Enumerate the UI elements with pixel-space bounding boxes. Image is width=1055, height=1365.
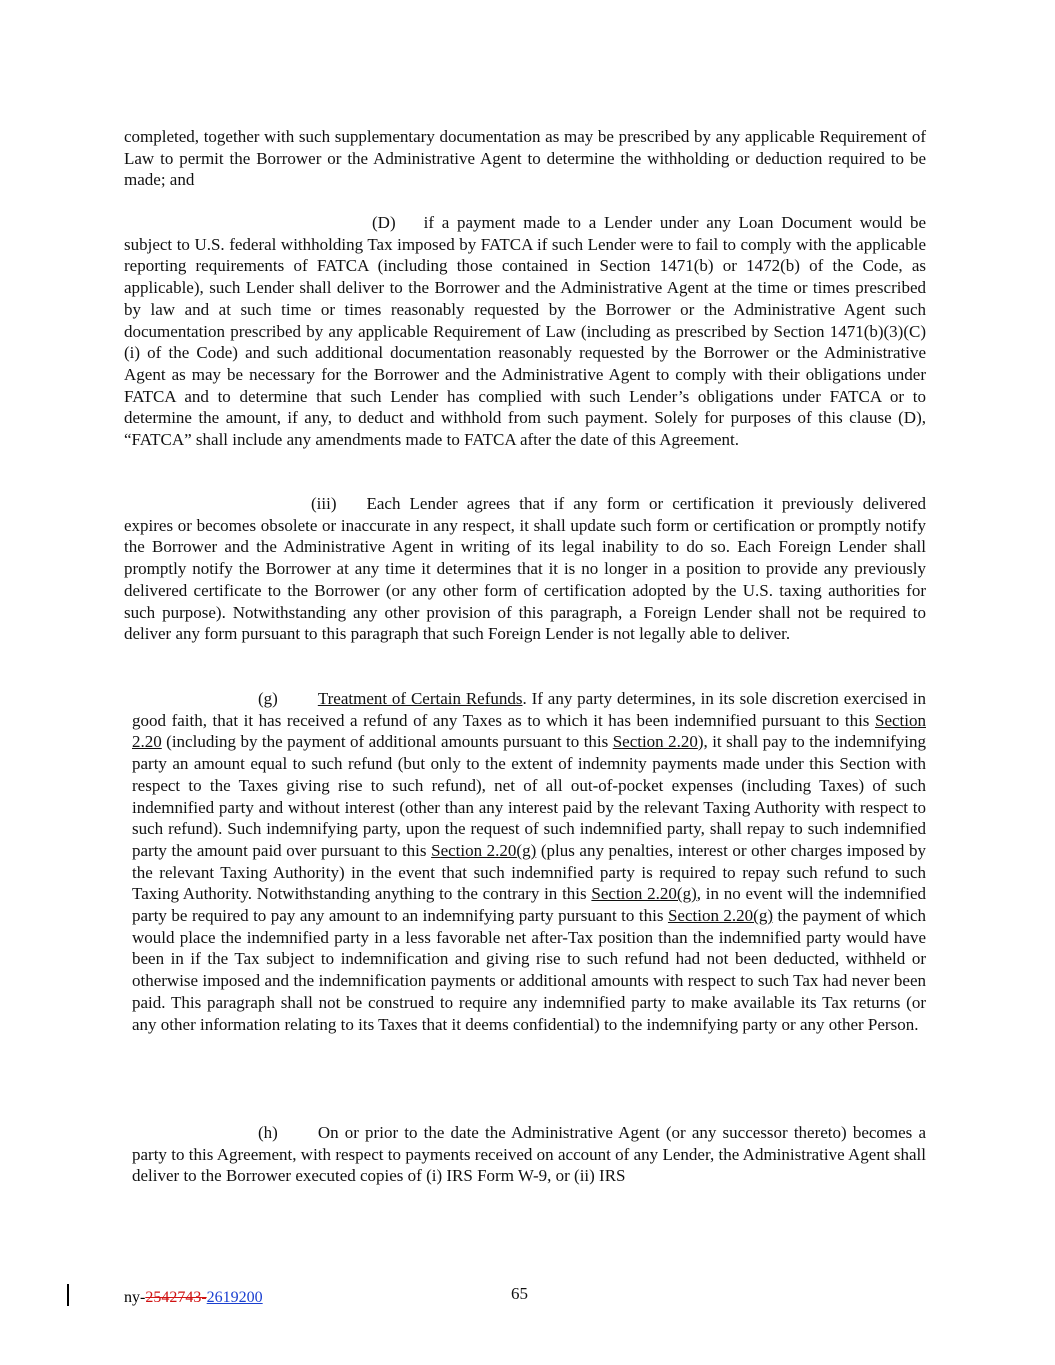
page-number: 65 xyxy=(511,1284,528,1303)
doc-id-prefix: ny- xyxy=(124,1289,146,1306)
paragraph-text: (plus any penalties, interest or other charges imposed by the relevant Taxing Authority) in the event that such indemnified party is required to repay such refund to such Taxing Authority. Notwithstanding anything to the contrary in this xyxy=(132,840,926,904)
paragraph-clause-iii xyxy=(124,493,926,645)
document-id xyxy=(124,1287,263,1309)
paragraph-clause-h xyxy=(132,1122,926,1187)
section-reference-link[interactable]: Section 2.20 xyxy=(612,732,698,752)
revision-change-bar xyxy=(67,1284,69,1306)
paragraph-text: the payment of which would place the indemnified party in a less favorable net after-Tax position than the indemnified party would have been in if the Tax subject to indemnification and giving rise to such refund had not been deducted, withheld or otherwise imposed and the indemnification payments or additional amounts with respect to such Tax had never been paid. This paragraph shall not be construed to require any indemnified party to make available its Tax returns (or any other information relating to its Taxes that it deems confidential) to the indemnifying party or any other Person. xyxy=(132,906,926,1034)
clause-marker-d: (D) xyxy=(372,213,396,232)
clause-marker-g: (g) xyxy=(258,689,278,708)
paragraph-clause-g xyxy=(132,688,926,1035)
section-reference-link[interactable]: Section 2.20(g) xyxy=(431,840,537,860)
section-heading: Treatment of Certain Refunds xyxy=(317,689,523,708)
inserted-doc-id: 2619200 xyxy=(206,1289,263,1306)
section-reference-link[interactable]: Section 2.20 xyxy=(132,710,926,752)
paragraph-continuation xyxy=(124,126,926,191)
section-reference-link[interactable]: Section 2.20(g) xyxy=(591,884,697,904)
clause-marker-iii: (iii) xyxy=(311,494,337,513)
paragraph-text: ), it shall pay to the indemnifying party an amount equal to such refund (but only to the extent of indemnity payments made under this Section with respect to the Taxes giving rise to such refund), net of all out-of-pocket expenses (including Taxes) of such indemnified party and without interest (other than any interest paid by the relevant Taxing Authority with respect to such refund). Such indemnifying party, upon the request of such indemnified party, shall repay to such indemnified party the amount paid over pursuant to this xyxy=(132,732,927,860)
paragraph-text: . If any party determines, in its sole discretion exercised in good faith, that it has received a refund of any Taxes as to which it has been indemnified pursuant to this xyxy=(132,689,926,730)
paragraph-text: completed, together with such supplementary documentation as may be prescribed by any applicable Requirement of Law to permit the Borrower or the Administrative Agent to determine the withholding or deduction required to be made; and xyxy=(124,127,926,190)
paragraph-text: , in no event will the indemnified party be required to pay any amount to an indemnifying party pursuant to this xyxy=(132,884,926,926)
paragraph-text: On or prior to the date the Administrative Agent (or any successor thereto) becomes a party to this Agreement, with respect to payments received on account of any Lender, the Administrative Agent shall deliver to the Borrower executed copies of (i) IRS Form W-9, or (ii) IRS xyxy=(132,1123,926,1186)
paragraph-text: if a payment made to a Lender under any Loan Document would be subject to U.S. federal withholding Tax imposed by FATCA if such Lender were to fail to comply with the applicable reporting requirements of FATCA (including those contained in Section 1471(b) or 1472(b) of the Code, as applicable), such Lender shall deliver to the Borrower and the Administrative Agent at the time or times prescribed by law and at such time or times reasonably requested by the Borrower or the Administrative Agent such documentation prescribed by any applicable Requirement of Law (including as prescribed by Section 1471(b)(3)(C)(i) of the Code) and such additional documentation reasonably requested by the Borrower or the Administrative Agent as may be necessary for the Borrower and the Administrative Agent to comply with their obligations under FATCA and to determine that such Lender has complied with such Lender’s obligations under FATCA or to determine the amount, if any, to deduct and withhold from such payment. Solely for purposes of this clause (D), “FATCA” shall include any amendments made to FATCA after the date of this Agreement. xyxy=(124,213,926,450)
paragraph-text: Each Lender agrees that if any form or certification it previously delivered expires or becomes obsolete or inaccurate in any respect, it shall update such form or certification or promptly notify the Borrower and the Administrative Agent in writing of its legal inability to do so. Each Foreign Lender shall promptly notify the Borrower at any time it determines that it is no longer in a position to provide any previously delivered certificate to the Borrower (or any other form of certification adopted by the U.S. taxing authorities for such purpose). Notwithstanding any other provision of this paragraph, a Foreign Lender shall not be required to deliver any form pursuant to this paragraph that such Foreign Lender is not legally able to deliver. xyxy=(124,494,926,644)
deleted-doc-id: 2542743- xyxy=(145,1289,207,1306)
paragraph-clause-d xyxy=(124,212,926,451)
clause-marker-h: (h) xyxy=(258,1123,278,1142)
paragraph-text: (including by the payment of additional amounts pursuant to this xyxy=(161,732,613,752)
section-reference-link[interactable]: Section 2.20(g) xyxy=(667,906,774,926)
